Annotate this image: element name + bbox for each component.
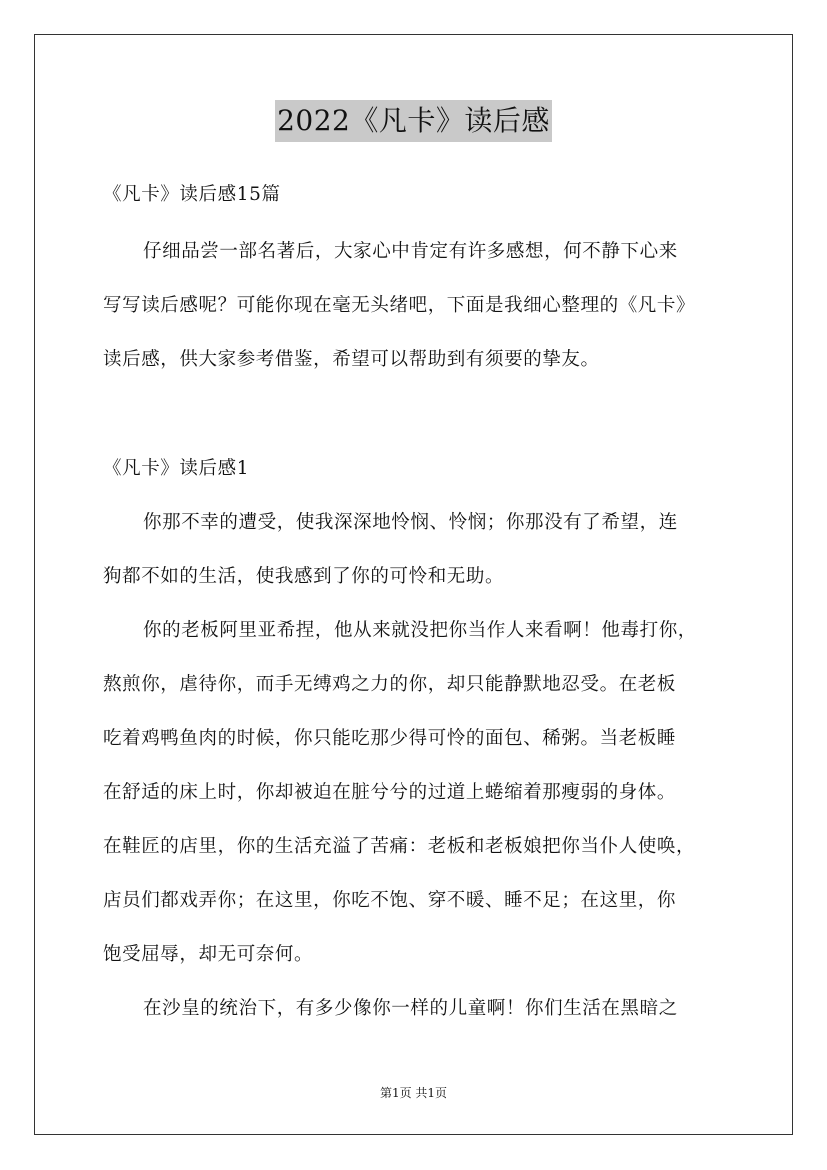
intro-line: 写写读后感呢？可能你现在毫无头绪吧，下面是我细心整理的《凡卡》: [103, 295, 696, 316]
paragraph-line: 在鞋匠的店里，你的生活充溢了苦痛：老板和老板娘把你当仆人使唤，: [103, 836, 696, 857]
paragraph-line: 在舒适的床上时，你却被迫在脏兮兮的过道上蜷缩着那瘦弱的身体。: [103, 782, 677, 803]
section-heading: 《凡卡》读后感1: [103, 458, 250, 479]
paragraph-line: 在沙皇的统治下，有多少像你一样的儿童啊！你们生活在黑暗之: [143, 998, 678, 1019]
paragraph-line: 饱受屈辱，却无可奈何。: [103, 944, 314, 965]
intro-line: 读后感，供大家参考借鉴，希望可以帮助到有须要的挚友。: [103, 349, 600, 370]
document-subtitle: 《凡卡》读后感15篇: [103, 184, 281, 205]
document-title: [0, 100, 827, 142]
paragraph-line: 熬煎你，虐待你，而手无缚鸡之力的你，却只能静默地忍受。在老板: [103, 674, 677, 695]
page-number-footer: 第1页 共1页: [379, 1086, 448, 1100]
document-title-text: 2022《凡卡》读后感: [275, 100, 552, 142]
paragraph-line: 你的老板阿里亚希捏，他从来就没把你当作人来看啊！他毒打你，: [143, 620, 697, 641]
paragraph-line: 狗都不如的生活，使我感到了你的可怜和无助。: [103, 566, 505, 587]
paragraph-line: 吃着鸡鸭鱼肉的时候，你只能吃那少得可怜的面包、稀粥。当老板睡: [103, 728, 677, 749]
intro-line: 仔细品尝一部名著后，大家心中肯定有许多感想，何不静下心来: [143, 241, 678, 262]
paragraph-line: 店员们都戏弄你；在这里，你吃不饱、穿不暖、睡不足；在这里，你: [103, 890, 677, 911]
paragraph-line: 你那不幸的遭受，使我深深地怜悯、怜悯；你那没有了希望，连: [143, 512, 678, 533]
